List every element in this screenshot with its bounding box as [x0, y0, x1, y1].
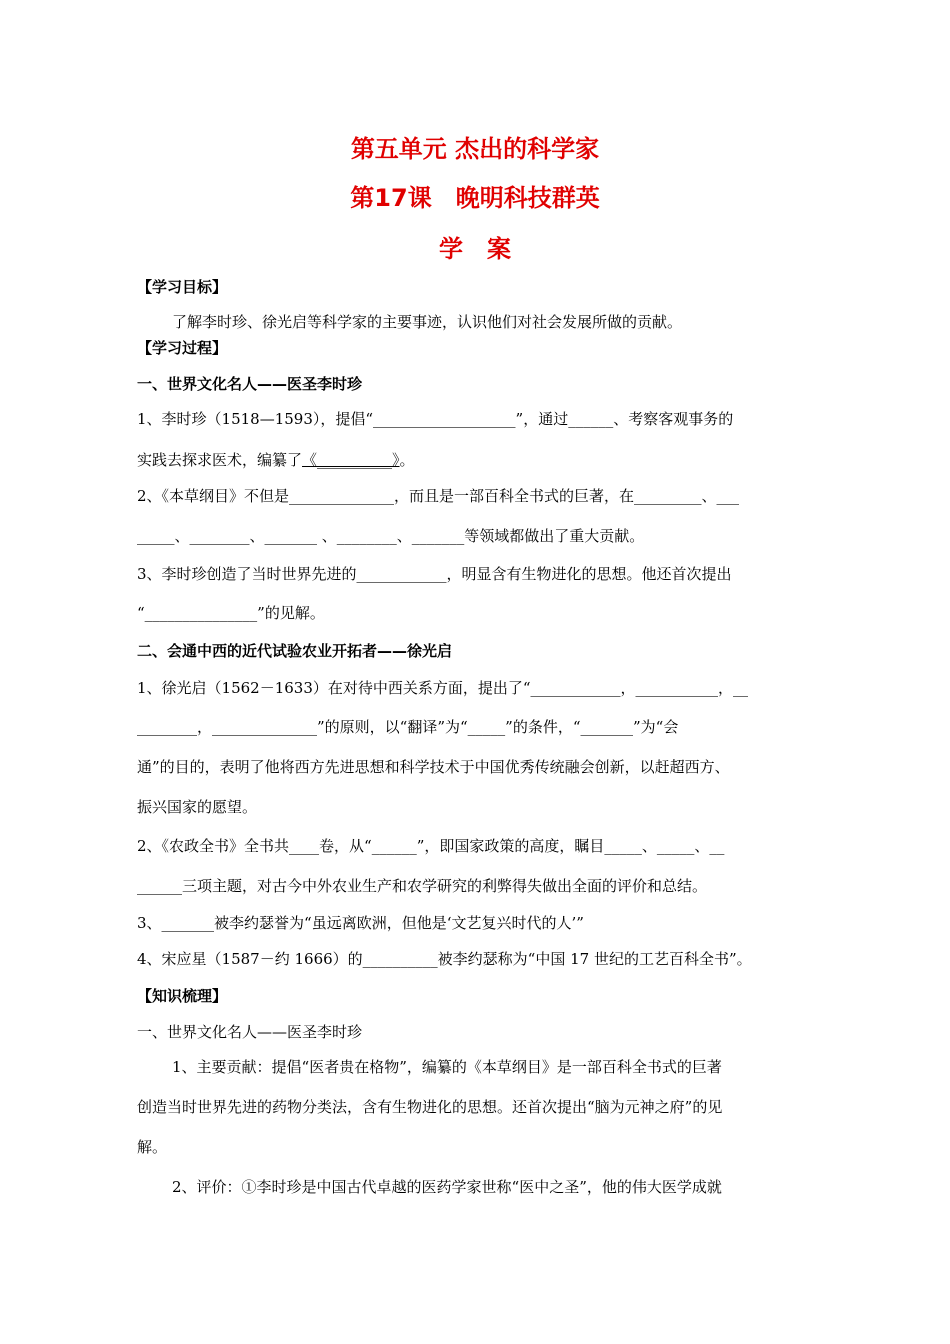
p2q2-line2: ______三项主题，对古今中外农业生产和农学研究的利弊得失做出全面的评价和总结。 — [137, 877, 708, 895]
q3-line2: “_______________”的见解。 — [137, 604, 325, 622]
q1-book-blank: 《__________》 — [302, 451, 400, 469]
p2q1-line3: 通”的目的，表明了他将西方先进思想和科学技术于中国优秀传统融会创新，以赶超西方、 — [137, 758, 730, 776]
summary-p1-line2: 创造当时世界先进的药物分类法，含有生物进化的思想。还首次提出“脑为元神之府”的见 — [137, 1098, 723, 1116]
summary-heading: 【知识梳理】 — [137, 987, 228, 1005]
q1-line1: 1、李时珍（1518—1593），提倡“___________________”，通过______、考察客观事务的 — [137, 410, 734, 428]
p2q4-line: 4、宋应星（1587－约 1666）的__________被李约瑟称为“中国 17 世纪的工艺百科全书”。 — [137, 950, 752, 968]
summary-part1-heading: 一、世界文化名人——医圣李时珍 — [137, 1023, 363, 1041]
q1-line2 — [137, 449, 817, 471]
p2q3-line: 3、_______被李约瑟誉为“虽远离欧洲，但他是‘文艺复兴时代的人’” — [137, 914, 584, 932]
summary-p1-line1: 1、主要贡献：提倡“医者贵在格物”，编纂的《本草纲目》是一部百科全书式的巨著 — [172, 1058, 722, 1076]
summary-p2-line1: 2、评价：①李时珍是中国古代卓越的医药学家世称“医中之圣”，他的伟大医学成就 — [172, 1178, 722, 1196]
p2q1-line1: 1、徐光启（1562－1633）在对待中西关系方面，提出了“____________，___________，__ — [137, 679, 749, 697]
process-heading: 【学习过程】 — [137, 339, 228, 357]
q2-line2: _____、________、_______ 、________、_______等领域都做出了重大贡献。 — [137, 527, 645, 545]
doc-type-title: 学 案 — [439, 235, 511, 263]
p2q1-line4: 振兴国家的愿望。 — [137, 798, 258, 816]
q2-line1: 2、《本草纲目》不但是______________，而且是一部百科全书式的巨著，在_________、___ — [137, 487, 740, 505]
p2q2-line1: 2、《农政全书》全书共____卷，从“______”，即国家政策的高度，瞩目_____、_____、__ — [137, 837, 725, 855]
p2q1-line2: ________，______________”的原则，以“翻译”为“_____”的条件，“_______”为“会 — [137, 718, 679, 736]
part2-heading: 二、会通中西的近代试验农业开拓者——徐光启 — [137, 642, 453, 660]
q1-line2-c: 。 — [399, 451, 415, 469]
lesson-title: 第17课 晚明科技群英 — [350, 184, 600, 212]
goal-heading: 【学习目标】 — [137, 278, 228, 296]
q3-line1: 3、李时珍创造了当时世界先进的____________，明显含有生物进化的思想。他还首次提出 — [137, 565, 732, 583]
summary-p1-line3: 解。 — [137, 1138, 168, 1156]
goal-text: 了解李时珍、徐光启等科学家的主要事迹，认识他们对社会发展所做的贡献。 — [172, 313, 683, 331]
part1-heading: 一、世界文化名人——医圣李时珍 — [137, 375, 363, 393]
unit-title: 第五单元 杰出的科学家 — [350, 135, 600, 163]
q1-line2-a: 实践去探求医术，编纂了 — [137, 451, 303, 469]
